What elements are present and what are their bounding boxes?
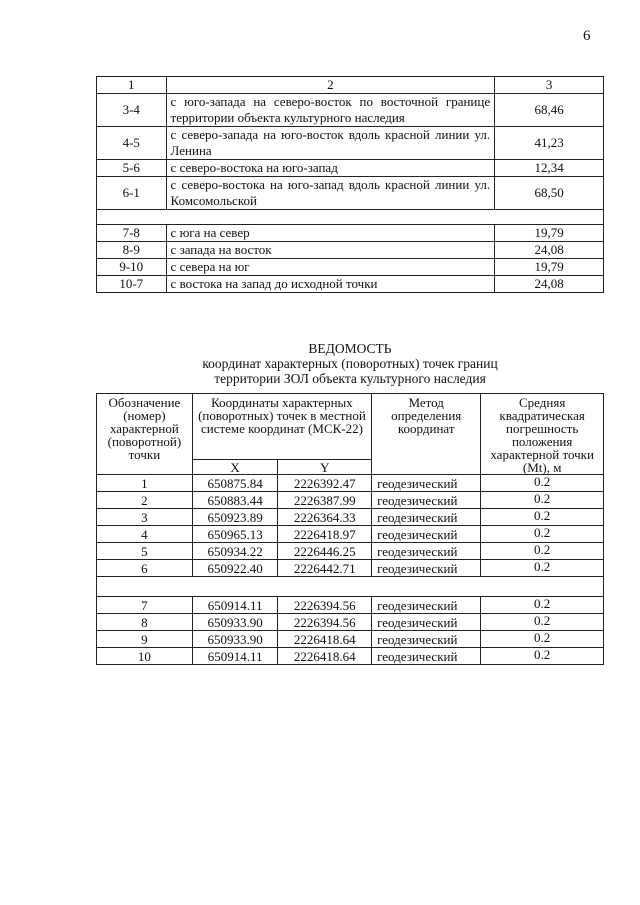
table-row (97, 560, 604, 577)
table-row (97, 543, 604, 560)
header-x: X (192, 460, 278, 475)
boundary-segments-table (96, 76, 604, 293)
method-cell: геодезический (372, 492, 481, 509)
method-cell: геодезический (372, 509, 481, 526)
table-row (97, 94, 604, 127)
point-number-cell: 5 (97, 543, 193, 560)
point-number-cell: 4 (97, 526, 193, 543)
y-coordinate-cell: 2226418.64 (278, 631, 372, 648)
table-row (97, 259, 604, 276)
length-cell: 24,08 (495, 276, 604, 293)
table-row (97, 509, 604, 526)
direction-cell: с северо-востока на юго-запад вдоль красной линии ул. Комсомольской (166, 177, 495, 210)
method-cell: геодезический (372, 543, 481, 560)
y-coordinate-cell: 2226387.99 (278, 492, 372, 509)
method-cell: геодезический (372, 475, 481, 492)
header-col-2: 2 (166, 77, 495, 94)
table-row (97, 526, 604, 543)
x-coordinate-cell: 650933.90 (192, 614, 278, 631)
table-header-row (97, 77, 604, 94)
table-row (97, 597, 604, 614)
x-coordinate-cell: 650883.44 (192, 492, 278, 509)
y-coordinate-cell: 2226442.71 (278, 560, 372, 577)
page-number: 6 (583, 28, 591, 44)
table-separator-row (97, 210, 604, 225)
header-coordinates: Координаты характерных (поворотных) точек в местной системе координат (МСК-22) (192, 394, 371, 460)
header-method: Метод определения координат (372, 394, 481, 475)
segment-cell: 4-5 (97, 127, 167, 160)
rms-error-cell: 0.2 (481, 560, 604, 577)
rms-error-cell: 0.2 (481, 597, 604, 614)
point-number-cell: 3 (97, 509, 193, 526)
table-row (97, 225, 604, 242)
point-number-cell: 8 (97, 614, 193, 631)
method-cell: геодезический (372, 597, 481, 614)
length-cell: 19,79 (495, 225, 604, 242)
direction-cell: с востока на запад до исходной точки (166, 276, 495, 293)
rms-error-cell: 0.2 (481, 475, 604, 492)
y-coordinate-cell: 2226392.47 (278, 475, 372, 492)
segment-cell: 7-8 (97, 225, 167, 242)
direction-cell: с юга на север (166, 225, 495, 242)
direction-cell: с запада на восток (166, 242, 495, 259)
segment-cell: 6-1 (97, 177, 167, 210)
x-coordinate-cell: 650922.40 (192, 560, 278, 577)
direction-cell: с севера на юг (166, 259, 495, 276)
length-cell: 24,08 (495, 242, 604, 259)
method-cell: геодезический (372, 526, 481, 543)
header-rms-error: Средняя квадратическая погрешность положения характерной точки (Mt), м (481, 394, 604, 475)
header-col-1: 1 (97, 77, 167, 94)
direction-cell: с северо-востока на юго-запад (166, 160, 495, 177)
rms-error-cell: 0.2 (481, 526, 604, 543)
y-coordinate-cell: 2226394.56 (278, 597, 372, 614)
segment-cell: 5-6 (97, 160, 167, 177)
table-row (97, 242, 604, 259)
length-cell: 68,50 (495, 177, 604, 210)
length-cell: 68,46 (495, 94, 604, 127)
table-row (97, 614, 604, 631)
length-cell: 12,34 (495, 160, 604, 177)
table-row (97, 160, 604, 177)
point-number-cell: 7 (97, 597, 193, 614)
point-number-cell: 9 (97, 631, 193, 648)
point-number-cell: 2 (97, 492, 193, 509)
method-cell: геодезический (372, 648, 481, 665)
x-coordinate-cell: 650914.11 (192, 648, 278, 665)
x-coordinate-cell: 650875.84 (192, 475, 278, 492)
x-coordinate-cell: 650934.22 (192, 543, 278, 560)
direction-cell: с северо-запада на юго-восток вдоль красной линии ул. Ленина (166, 127, 495, 160)
x-coordinate-cell: 650933.90 (192, 631, 278, 648)
header-col-3: 3 (495, 77, 604, 94)
point-number-cell: 10 (97, 648, 193, 665)
segment-cell: 8-9 (97, 242, 167, 259)
header-point: Обозначение (номер) характерной (поворотной) точки (97, 394, 193, 475)
length-cell: 19,79 (495, 259, 604, 276)
rms-error-cell: 0.2 (481, 543, 604, 560)
table-row (97, 177, 604, 210)
header-y: Y (278, 460, 372, 475)
rms-error-cell: 0.2 (481, 614, 604, 631)
table-row (97, 492, 604, 509)
statement-title: ВЕДОМОСТЬ (308, 341, 392, 356)
segment-cell: 3-4 (97, 94, 167, 127)
method-cell: геодезический (372, 614, 481, 631)
rms-error-cell: 0.2 (481, 509, 604, 526)
segment-cell: 9-10 (97, 259, 167, 276)
statement-subtitle-line-1: координат характерных (поворотных) точек границ (202, 356, 498, 371)
direction-cell: с юго-запада на северо-восток по восточной границе территории объекта культурного наследия (166, 94, 495, 127)
point-number-cell: 6 (97, 560, 193, 577)
segment-cell: 10-7 (97, 276, 167, 293)
y-coordinate-cell: 2226394.56 (278, 614, 372, 631)
rms-error-cell: 0.2 (481, 492, 604, 509)
statement-subtitle-line-2: территории ЗОЛ объекта культурного наследия (214, 371, 486, 386)
table-row (97, 127, 604, 160)
x-coordinate-cell: 650914.11 (192, 597, 278, 614)
rms-error-cell: 0.2 (481, 648, 604, 665)
method-cell: геодезический (372, 631, 481, 648)
table-row (97, 475, 604, 492)
table-row (97, 276, 604, 293)
y-coordinate-cell: 2226418.64 (278, 648, 372, 665)
point-number-cell: 1 (97, 475, 193, 492)
y-coordinate-cell: 2226446.25 (278, 543, 372, 560)
table-row (97, 648, 604, 665)
table-separator-row (97, 577, 604, 597)
y-coordinate-cell: 2226364.33 (278, 509, 372, 526)
table-row (97, 631, 604, 648)
length-cell: 41,23 (495, 127, 604, 160)
y-coordinate-cell: 2226418.97 (278, 526, 372, 543)
x-coordinate-cell: 650965.13 (192, 526, 278, 543)
method-cell: геодезический (372, 560, 481, 577)
rms-error-cell: 0.2 (481, 631, 604, 648)
coordinates-table (96, 393, 604, 665)
x-coordinate-cell: 650923.89 (192, 509, 278, 526)
